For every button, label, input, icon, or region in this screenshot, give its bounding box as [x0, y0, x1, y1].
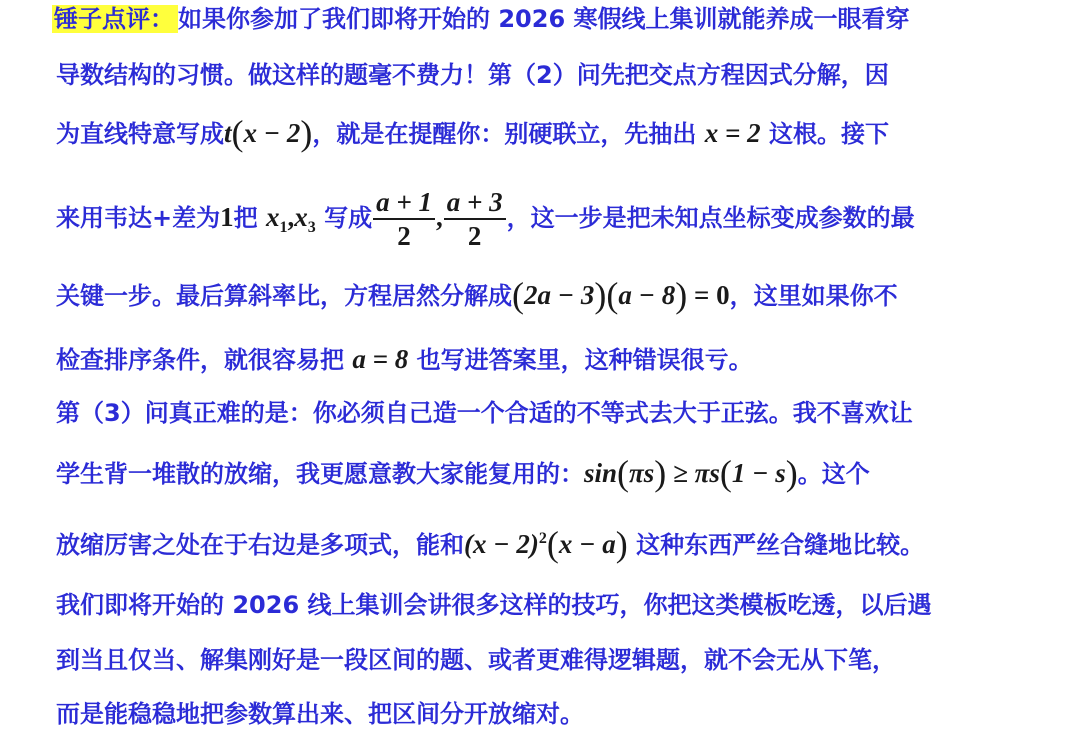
math-var-x3: $x_3$ — [294, 202, 316, 236]
math-factor: 2a − 3 — [524, 280, 595, 310]
paragraph-line-4 — [56, 182, 1072, 263]
math-paren: ) — [594, 275, 607, 315]
line-text: 这种东西严丝合缝地比较。 — [627, 531, 925, 559]
math-paren: ( — [231, 113, 244, 153]
math-paren: ( — [512, 275, 524, 315]
math-squared-term: $(x - 2)^2$ — [464, 529, 547, 559]
paragraph-line-5 — [56, 275, 1072, 315]
math-inequality: ≥ πs — [666, 458, 720, 488]
math-number: 1 — [220, 202, 234, 232]
math-fraction — [373, 186, 435, 252]
paragraph-line-7 — [56, 396, 1072, 430]
line-text: 学生背一堆散的放缩，我更愿意教大家能复用的： — [56, 460, 584, 488]
math-paren: ) — [785, 453, 798, 493]
math-expr: 1 − s — [731, 458, 786, 488]
paragraph-line-2 — [56, 58, 1072, 92]
line-text: ，这一步是把未知点坐标变成参数的最 — [506, 204, 915, 232]
math-paren: ( — [606, 275, 619, 315]
math-var-t: t — [224, 118, 232, 148]
paragraph-line-10 — [56, 588, 1072, 622]
math-func-sin: sin — [584, 458, 618, 488]
paragraph-line-11 — [56, 643, 1072, 677]
fraction-numerator: a + 3 — [444, 186, 506, 220]
fraction-denominator: 2 — [397, 221, 411, 251]
line-text: 放缩厉害之处在于右边是多项式，能和 — [56, 531, 464, 559]
fraction-numerator: a + 1 — [373, 186, 435, 220]
math-expr: x − 2 — [243, 118, 301, 148]
line-text: ，这里如果你不 — [729, 282, 898, 310]
line-text: 写成 — [315, 204, 373, 232]
line-text: 这根。接下 — [760, 120, 889, 148]
math-paren: ) — [300, 113, 313, 153]
line-text: 检查排序条件，就很容易把 — [56, 346, 353, 374]
paragraph-line-9 — [56, 522, 1072, 562]
line-text: 我们即将开始的 2026 线上集训会讲很多这样的技巧，你把这类模板吃透，以后遇 — [56, 591, 932, 619]
line-text: 如果你参加了我们即将开始的 2026 寒假线上集训就能养成一眼看穿 — [178, 5, 910, 33]
paragraph-line-1 — [56, 2, 1072, 36]
math-var-x1: $x_1$ — [265, 202, 288, 236]
math-paren: ) — [615, 524, 628, 564]
math-comma: , — [287, 202, 295, 232]
math-paren: ( — [546, 524, 559, 564]
line-text: 把 — [233, 204, 266, 232]
paragraph-line-3 — [56, 113, 1072, 153]
math-equals-zero: = 0 — [687, 280, 730, 310]
line-text: 导数结构的习惯。做这样的题毫不费力！第（2）问先把交点方程因式分解，因 — [56, 61, 889, 89]
math-fraction — [444, 186, 506, 252]
math-factor: a − 8 — [618, 280, 676, 310]
math-expr: x − a — [558, 529, 616, 559]
line-text: 到当且仅当、解集刚好是一段区间的题、或者更难得逻辑题，就不会无从下笔， — [56, 646, 896, 674]
math-paren: ( — [617, 453, 630, 493]
math-expr: πs — [629, 458, 655, 488]
paragraph-line-12 — [56, 697, 1072, 731]
line-text: 。这个 — [797, 460, 870, 488]
math-comma: , — [435, 202, 443, 232]
line-text: ，就是在提醒你：别硬联立，先抽出 — [312, 120, 705, 148]
paragraph-line-6 — [56, 342, 1072, 377]
line-text: 来用韦达+差为 — [56, 204, 221, 232]
math-paren: ) — [654, 453, 667, 493]
paragraph-line-8 — [56, 453, 1072, 493]
line-text: 第（3）问真正难的是：你必须自己造一个合适的不等式去大于正弦。我不喜欢让 — [56, 399, 913, 427]
line-text: 也写进答案里，这种错误很亏。 — [408, 346, 753, 374]
math-paren: ) — [675, 275, 688, 315]
line-text: 关键一步。最后算斜率比，方程居然分解成 — [56, 282, 512, 310]
fraction-denominator: 2 — [467, 221, 482, 251]
commentary-tag: 锤子点评： — [52, 5, 178, 33]
math-equation: a = 8 — [352, 344, 409, 374]
math-paren: ( — [719, 453, 732, 493]
line-text: 而是能稳稳地把参数算出来、把区间分开放缩对。 — [56, 700, 584, 728]
line-text: 为直线特意写成 — [56, 120, 224, 148]
math-equation: x = 2 — [704, 118, 761, 148]
